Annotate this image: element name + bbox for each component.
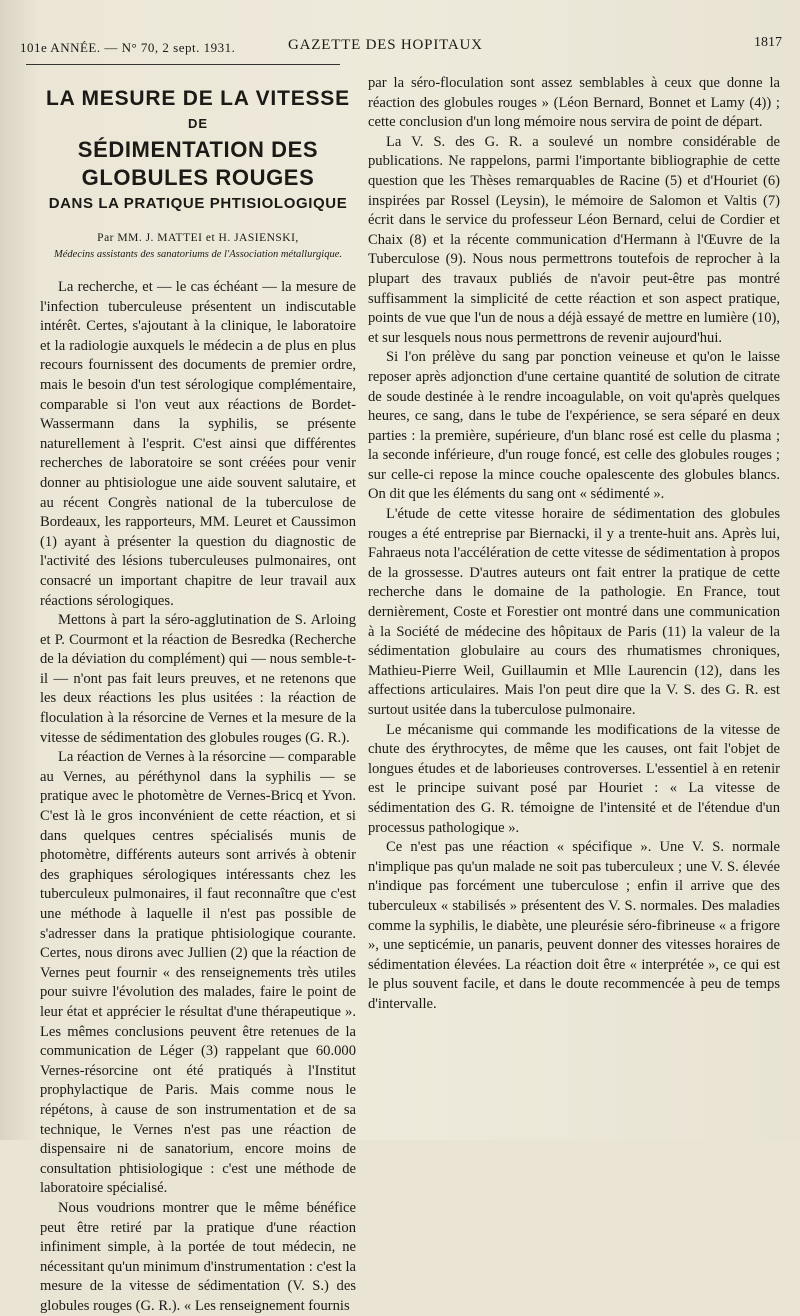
paragraph: Le mécanisme qui commande les modifications de la vitesse de chute des érythrocytes, de même que les causes, ont fait l'objet de longues études et de laborieuses controverses. L'essentiel à en retenir est le principe suivant posé par Houriet : « La vitesse de sédimentation des G. R. témoigne de l'intensité et de l'étendue d'un processus pathologique ». <box>368 721 780 836</box>
title-line-4: DANS LA PRATIQUE PHTISIOLOGIQUE <box>48 195 348 212</box>
title-line-2: DE <box>187 116 209 131</box>
paragraph: L'étude de cette vitesse horaire de sédimentation des globules rouges a été entreprise par Biernacki, il y a trente-huit ans. Après lui, Fahraeus nota l'accélération de cette vitesse de sédimentation à propos de la grossesse. D'autres auteurs ont fait entrer la pratique de cette recherche dans le domaine de la pathologie. En France, tout dernièrement, Coste et Forestier ont montré dans une communication à la Société de médecine des hôpitaux de Paris (11) la valeur de la sédimentation globulaire au cours des rhumatismes chroniques, Mathieu-Pierre Weil, Guillaumin et Mlle Laurencin (12), dans les affections articulaires. Mais l'on peut dire que la V. S. des G. R. est surtout usitée dans la tuberculose pulmonaire. <box>368 506 780 718</box>
issue-info: 101e ANNÉE. — N° 70, 2 sept. 1931. <box>20 40 236 55</box>
right-column <box>368 74 780 1015</box>
header-rule <box>26 64 340 65</box>
journal-title: GAZETTE DES HOPITAUX <box>288 37 483 53</box>
left-column <box>40 70 356 1316</box>
author-affiliation: Médecins assistants des sanatoriums de l'Association métallurgique. <box>54 249 342 260</box>
paragraph: Nous voudrions montrer que le même bénéfice peut être retiré par la pratique d'une réaction infiniment simple, à la portée de tout médecin, ne nécessitant qu'un minimum d'instrumentation : c'est la mesure de la vitesse de sédimentation (V. S.) des globules rouges (G. R.). « Les renseignement fournis <box>40 1199 356 1314</box>
title-line-3: SÉDIMENTATION DES GLOBULES ROUGES <box>77 137 319 190</box>
title-line-1: LA MESURE DE LA VITESSE <box>46 87 350 110</box>
article-authors: Par MM. J. MATTEI et H. JASIENSKI, <box>97 232 299 244</box>
page-number: 1817 <box>754 35 782 50</box>
paragraph: La V. S. des G. R. a soulevé un nombre considérable de publications. Ne rappelons, parmi l'importante bibliographie de cette question que les Thèses remarquables de Racine (5) et d'Houriet (6) inspirées par Rossel (Leysin), le mémoire de Salomon et Valtis (7) écrit dans le service du professeur Léon Bernard, celui de Cordier et Chaix (8) et la récente communication d'Hermann à l'Œuvre de la Tuberculose (9). Nous nous permettrons toutefois de reprocher à la plupart des travaux publiés de n'avoir peut-être pas montré suffisamment la simplicité de cette réaction et son aspect pratique, points de vue que l'un de nous a déjà essayé de mettre en lumière (10), et sur lesquels nous nous permettrons de revenir aujourd'hui. <box>368 133 780 346</box>
paragraph: par la séro-floculation sont assez semblables à ceux que donne la réaction des globules rouges » (Léon Bernard, Bonnet et Lamy (4)) ; cette conclusion d'un long mémoire nous servira de point de départ. <box>368 75 780 131</box>
paragraph: La réaction de Vernes à la résorcine — comparable au Vernes, au péréthynol dans la syphilis — se pratique avec le photomètre de Vernes-Bricq et Yvon. C'est là le gros inconvénient de cette réaction, et si dans quelques centres spécialisés munis de photomètre, différents auteurs sont arrivés à obtenir des graphiques sérologiques intéressants chez les tuberculeux pulmonaires, il faut reconnaître que c'est une méthode à laquelle il n'est pas possible de s'adresser dans la pratique phtisiologique courante. Certes, nous dirons avec Jullien (2) que la réaction de Vernes peut fournir « des renseignements très utiles pour suivre l'évolution des malades, faire le point de leur état et apprécier le résultat d'une thérapeutique ». Les mêmes conclusions peuvent être retenues de la communication de Léger (3) rappelant que 60.000 Vernes-résorcine ont été pratiqués à l'Institut prophylactique de Paris. Mais comme nous le répétons, à cause de son instrumentation et de sa technique, le Vernes n'est pas une réaction de dispensaire ni de sanatorium, encore moins de consultation phtisiologique : c'est une méthode de laboratoire spécialisé. <box>40 749 356 1197</box>
paragraph: Ce n'est pas une réaction « spécifique ». Une V. S. normale n'implique pas qu'un malade ne soit pas tuberculeux ; une V. S. élevée n'indique pas forcément une tuberculose ; enfin il arrive que des tuberculeux « stabilisés » présentent des V. S. normales. Des maladies comme la syphilis, le diabète, une pleurésie séro-fibrineuse « a frigore », une septicémie, un panaris, peuvent donner des vitesses horaires de sédimentation élevées. La réaction doit être « interprétée », ce qui est le plus souvent facile, et dans le doute recommencée à peu de temps d'intervalle. <box>368 839 780 1012</box>
paragraph: La recherche, et — le cas échéant — la mesure de l'infection tuberculeuse présentent un indiscutable intérêt. Certes, s'ajoutant à la clinique, le laboratoire et la radiologie auxquels le médecin a de plus en plus recours fournissent des documents de premier ordre, mais le besoin d'un test sérologique complémentaire, comparable si l'on veut aux réactions de Bordet-Wassermann dans la syphilis, se présente naturellement à l'esprit. C'est ainsi que différentes recherches de laboratoire se sont créées pour venir donner au phtisiologue une aide souvent salutaire, et au récent Congrès national de la tuberculose de Bordeaux, les rapporteurs, MM. Leuret et Caussimon (1) ayant à présenter la question du diagnostic de l'activité des lésions tuberculeuses pulmonaires, ont consacré un important chapitre de leur travail aux réactions sérologiques. <box>40 279 356 609</box>
paragraph: Si l'on prélève du sang par ponction veineuse et qu'on le laisse reposer après adjonction d'une certaine quantité de solution de citrate de soude destinée à le rendre incoagulable, on voit qu'après quelques heures, ce sang, dans le tube de l'expérience, se sera séparé en deux parties : la première, supérieure, d'un blanc rosé est celle du plasma ; la seconde inférieure, d'un rouge foncé, est celle des globules rouges ; sur celle-ci repose la mince couche opalescente des globules blancs. On dit que les éléments du sang ont « sédimenté ». <box>368 349 780 503</box>
running-header <box>20 34 788 56</box>
article-title <box>40 86 356 216</box>
paragraph: Mettons à part la séro-agglutination de S. Arloing et P. Courmont et la réaction de Besredka (Recherche de la déviation du complément) qui — nous semble-t-il — n'ont pas fait leurs preuves, et ne retenons que les deux réactions les plus usitées : la réaction de floculation à la résorcine de Vernes et la mesure de la vitesse de sédimentation des globules rouges (G. R.). <box>40 612 356 746</box>
